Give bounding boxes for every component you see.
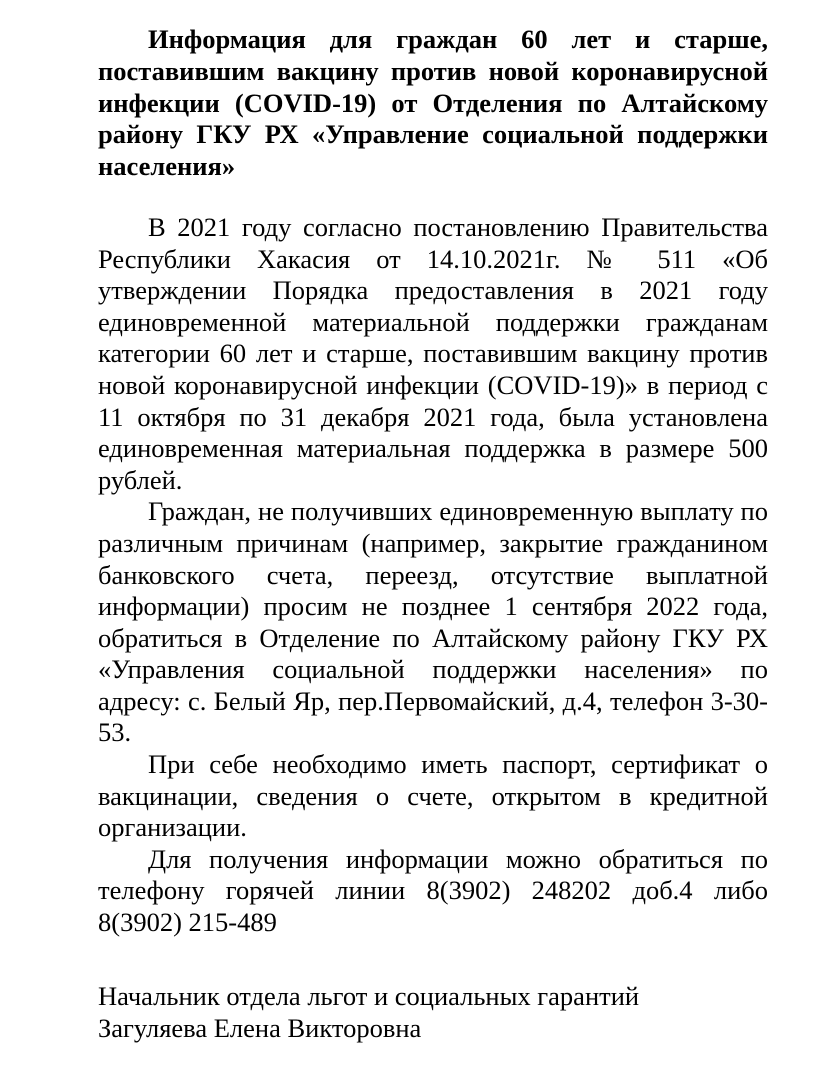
- signature-block: [98, 981, 639, 1044]
- paragraph-payment-info: В 2021 году согласно постановлению Правительства Республики Хакасия от 14.10.2021г. № 511 «Об утверждении Порядка предоставления в 2021 году единовременной материальной поддержки гражданам категории 60 лет и старше, поставившим вакцину против новой коронавирусной инфекции (COVID-19)» в период с 11 октября по 31 декабря 2021 года, была установлена единовременная материальная поддержка в размере 500 рублей.: [98, 211, 768, 495]
- signature-position: Начальник отдела льгот и социальных гарантий: [98, 981, 640, 1011]
- paragraph-request-contact: Граждан, не получивших единовременную выплату по различным причинам (например, закрытие гражданином банковского счета, переезд, отсутствие выплатной информации) просим не позднее 1 сентября 2022 года, обратиться в Отделение по Алтайскому району ГКУ РХ «Управления социальной поддержки населения» по адресу: с. Белый Яр, пер.Первомайский, д.4, телефон 3-30-53.: [98, 496, 768, 748]
- paragraph-hotline: Для получения информации можно обратиться по телефону горячей линии 8(3902) 248202 доб.4 либо 8(3902) 215-489: [98, 843, 768, 938]
- document-title: Информация для граждан 60 лет и старше, поставившим вакцину против новой коронавирусной инфекции (COVID-19) от Отделения по Алтайскому району ГКУ РХ «Управление социальной поддержки населения»: [98, 24, 768, 182]
- paragraph-required-documents: При себе необходимо иметь паспорт, сертификат о вакцинации, сведения о счете, открытом в кредитной организации.: [98, 749, 768, 843]
- document-body: [98, 212, 768, 939]
- document-page: [98, 24, 768, 939]
- signature-name: Загуляева Елена Викторовна: [98, 1012, 422, 1043]
